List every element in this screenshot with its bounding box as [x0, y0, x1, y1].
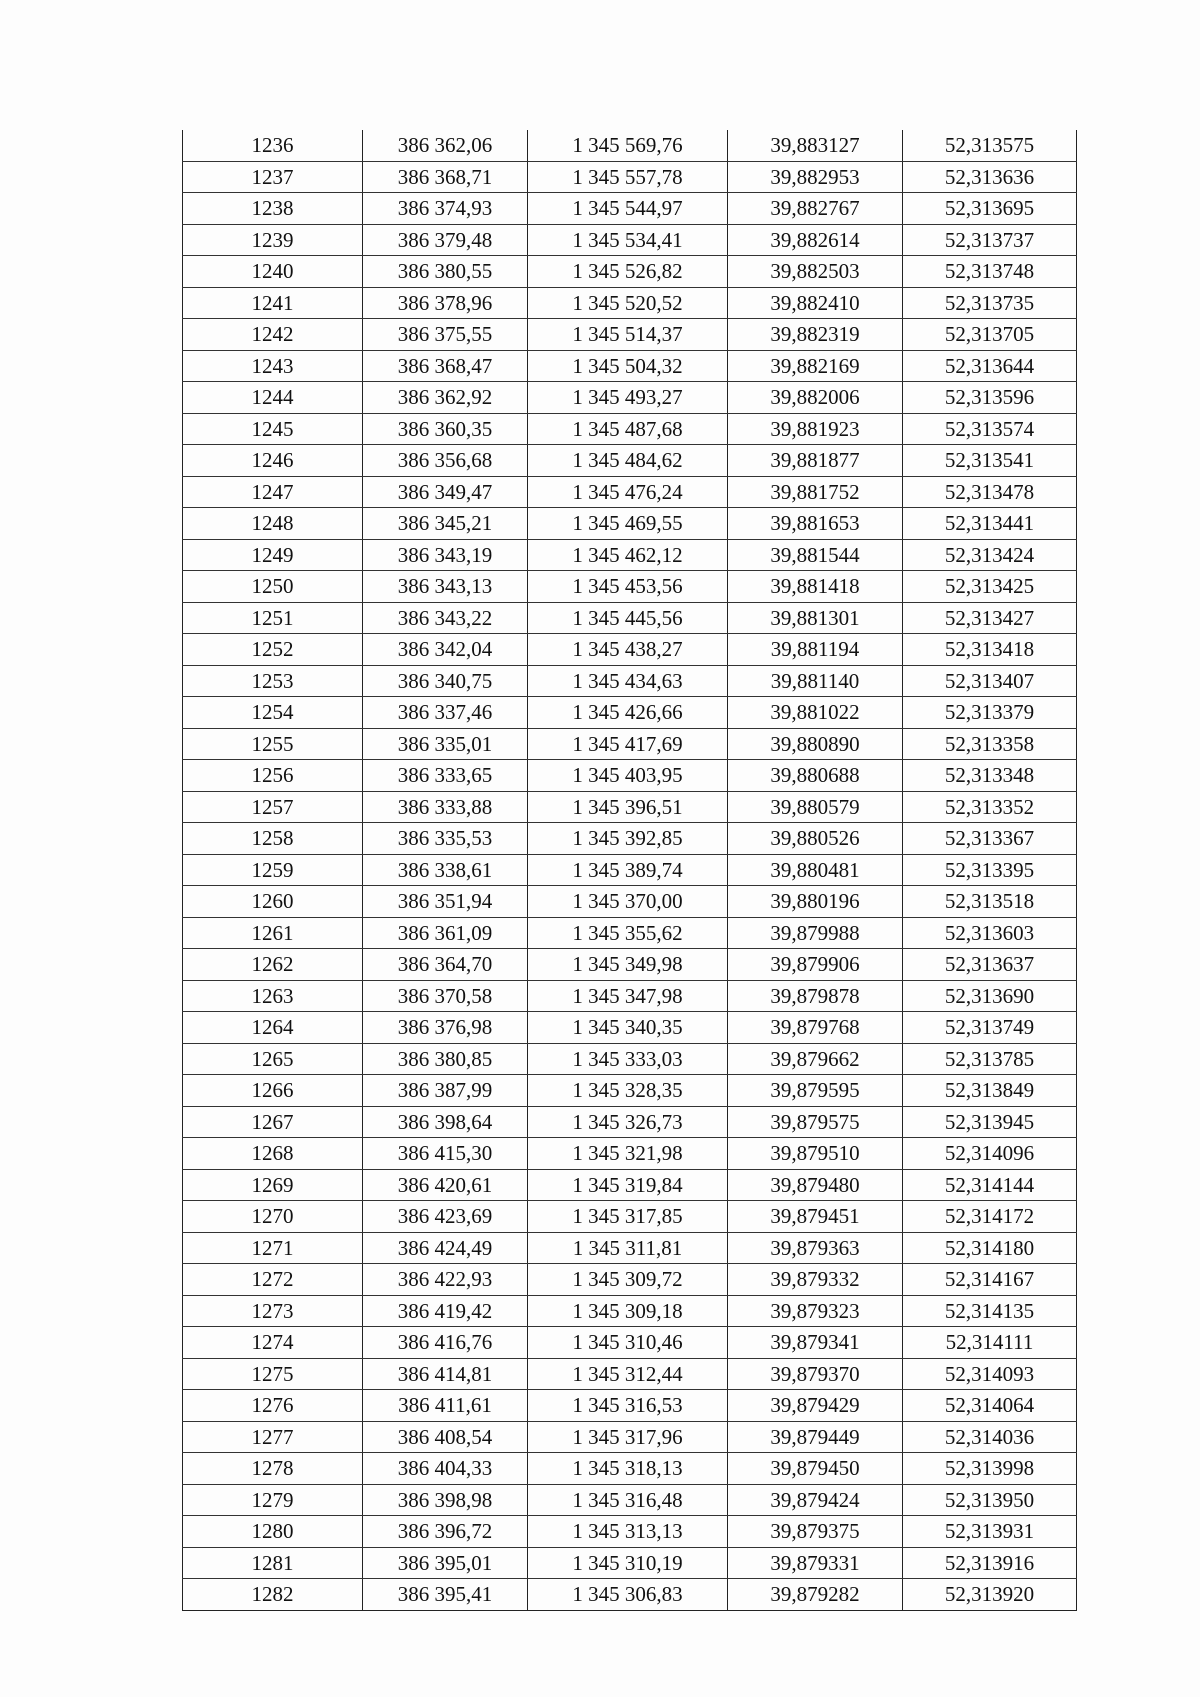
point-number-cell: 1263 [183, 980, 363, 1012]
latitude-cell: 52,313541 [903, 445, 1077, 477]
y-coordinate-cell: 1 345 328,35 [528, 1075, 728, 1107]
longitude-cell: 39,882410 [728, 287, 903, 319]
x-coordinate-cell: 386 343,22 [363, 602, 528, 634]
latitude-cell: 52,313749 [903, 1012, 1077, 1044]
y-coordinate-cell: 1 345 313,13 [528, 1516, 728, 1548]
latitude-cell: 52,313407 [903, 665, 1077, 697]
coordinates-table [182, 130, 1077, 1611]
x-coordinate-cell: 386 396,72 [363, 1516, 528, 1548]
table-row [183, 697, 1077, 729]
latitude-cell: 52,313348 [903, 760, 1077, 792]
latitude-cell: 52,313931 [903, 1516, 1077, 1548]
x-coordinate-cell: 386 342,04 [363, 634, 528, 666]
table-row [183, 287, 1077, 319]
longitude-cell: 39,879575 [728, 1106, 903, 1138]
latitude-cell: 52,313603 [903, 917, 1077, 949]
y-coordinate-cell: 1 345 316,53 [528, 1390, 728, 1422]
latitude-cell: 52,313735 [903, 287, 1077, 319]
table-row [183, 917, 1077, 949]
longitude-cell: 39,879595 [728, 1075, 903, 1107]
latitude-cell: 52,313748 [903, 256, 1077, 288]
longitude-cell: 39,879662 [728, 1043, 903, 1075]
latitude-cell: 52,313575 [903, 130, 1077, 161]
y-coordinate-cell: 1 345 306,83 [528, 1579, 728, 1611]
x-coordinate-cell: 386 408,54 [363, 1421, 528, 1453]
y-coordinate-cell: 1 345 426,66 [528, 697, 728, 729]
latitude-cell: 52,313596 [903, 382, 1077, 414]
y-coordinate-cell: 1 345 310,46 [528, 1327, 728, 1359]
x-coordinate-cell: 386 343,13 [363, 571, 528, 603]
longitude-cell: 39,882953 [728, 161, 903, 193]
x-coordinate-cell: 386 423,69 [363, 1201, 528, 1233]
x-coordinate-cell: 386 415,30 [363, 1138, 528, 1170]
table-row [183, 413, 1077, 445]
point-number-cell: 1248 [183, 508, 363, 540]
longitude-cell: 39,879451 [728, 1201, 903, 1233]
table-row [183, 980, 1077, 1012]
point-number-cell: 1251 [183, 602, 363, 634]
table-row [183, 1264, 1077, 1296]
y-coordinate-cell: 1 345 340,35 [528, 1012, 728, 1044]
longitude-cell: 39,881544 [728, 539, 903, 571]
table-row [183, 445, 1077, 477]
latitude-cell: 52,313920 [903, 1579, 1077, 1611]
x-coordinate-cell: 386 379,48 [363, 224, 528, 256]
latitude-cell: 52,313367 [903, 823, 1077, 855]
point-number-cell: 1236 [183, 130, 363, 161]
latitude-cell: 52,314036 [903, 1421, 1077, 1453]
latitude-cell: 52,314167 [903, 1264, 1077, 1296]
longitude-cell: 39,879282 [728, 1579, 903, 1611]
y-coordinate-cell: 1 345 462,12 [528, 539, 728, 571]
latitude-cell: 52,314180 [903, 1232, 1077, 1264]
table-row [183, 508, 1077, 540]
point-number-cell: 1243 [183, 350, 363, 382]
longitude-cell: 39,879510 [728, 1138, 903, 1170]
table-row [183, 1043, 1077, 1075]
longitude-cell: 39,881194 [728, 634, 903, 666]
point-number-cell: 1271 [183, 1232, 363, 1264]
x-coordinate-cell: 386 335,01 [363, 728, 528, 760]
latitude-cell: 52,313352 [903, 791, 1077, 823]
table-row [183, 1390, 1077, 1422]
x-coordinate-cell: 386 356,68 [363, 445, 528, 477]
point-number-cell: 1247 [183, 476, 363, 508]
y-coordinate-cell: 1 345 445,56 [528, 602, 728, 634]
longitude-cell: 39,879878 [728, 980, 903, 1012]
point-number-cell: 1272 [183, 1264, 363, 1296]
latitude-cell: 52,313358 [903, 728, 1077, 760]
table-row [183, 665, 1077, 697]
x-coordinate-cell: 386 368,47 [363, 350, 528, 382]
y-coordinate-cell: 1 345 317,85 [528, 1201, 728, 1233]
longitude-cell: 39,879906 [728, 949, 903, 981]
x-coordinate-cell: 386 370,58 [363, 980, 528, 1012]
y-coordinate-cell: 1 345 534,41 [528, 224, 728, 256]
latitude-cell: 52,313574 [903, 413, 1077, 445]
longitude-cell: 39,879450 [728, 1453, 903, 1485]
latitude-cell: 52,313425 [903, 571, 1077, 603]
latitude-cell: 52,313441 [903, 508, 1077, 540]
point-number-cell: 1276 [183, 1390, 363, 1422]
x-coordinate-cell: 386 333,65 [363, 760, 528, 792]
table-row [183, 1169, 1077, 1201]
y-coordinate-cell: 1 345 312,44 [528, 1358, 728, 1390]
x-coordinate-cell: 386 416,76 [363, 1327, 528, 1359]
latitude-cell: 52,314144 [903, 1169, 1077, 1201]
x-coordinate-cell: 386 422,93 [363, 1264, 528, 1296]
y-coordinate-cell: 1 345 392,85 [528, 823, 728, 855]
point-number-cell: 1257 [183, 791, 363, 823]
table-row [183, 1201, 1077, 1233]
y-coordinate-cell: 1 345 569,76 [528, 130, 728, 161]
table-row [183, 949, 1077, 981]
latitude-cell: 52,313950 [903, 1484, 1077, 1516]
table-row [183, 1232, 1077, 1264]
table-row [183, 130, 1077, 161]
longitude-cell: 39,880526 [728, 823, 903, 855]
latitude-cell: 52,313695 [903, 193, 1077, 225]
longitude-cell: 39,879429 [728, 1390, 903, 1422]
latitude-cell: 52,313418 [903, 634, 1077, 666]
x-coordinate-cell: 386 340,75 [363, 665, 528, 697]
table-row [183, 1421, 1077, 1453]
x-coordinate-cell: 386 362,06 [363, 130, 528, 161]
table-row [183, 571, 1077, 603]
point-number-cell: 1266 [183, 1075, 363, 1107]
y-coordinate-cell: 1 345 476,24 [528, 476, 728, 508]
table-row [183, 256, 1077, 288]
y-coordinate-cell: 1 345 487,68 [528, 413, 728, 445]
x-coordinate-cell: 386 337,46 [363, 697, 528, 729]
point-number-cell: 1269 [183, 1169, 363, 1201]
y-coordinate-cell: 1 345 389,74 [528, 854, 728, 886]
y-coordinate-cell: 1 345 514,37 [528, 319, 728, 351]
longitude-cell: 39,882614 [728, 224, 903, 256]
x-coordinate-cell: 386 395,41 [363, 1579, 528, 1611]
x-coordinate-cell: 386 387,99 [363, 1075, 528, 1107]
y-coordinate-cell: 1 345 311,81 [528, 1232, 728, 1264]
longitude-cell: 39,879988 [728, 917, 903, 949]
y-coordinate-cell: 1 345 333,03 [528, 1043, 728, 1075]
longitude-cell: 39,879768 [728, 1012, 903, 1044]
longitude-cell: 39,879375 [728, 1516, 903, 1548]
point-number-cell: 1270 [183, 1201, 363, 1233]
point-number-cell: 1274 [183, 1327, 363, 1359]
x-coordinate-cell: 386 380,55 [363, 256, 528, 288]
longitude-cell: 39,880579 [728, 791, 903, 823]
table-row [183, 1358, 1077, 1390]
point-number-cell: 1253 [183, 665, 363, 697]
point-number-cell: 1245 [183, 413, 363, 445]
table-row [183, 1012, 1077, 1044]
table-row [183, 224, 1077, 256]
y-coordinate-cell: 1 345 319,84 [528, 1169, 728, 1201]
latitude-cell: 52,314172 [903, 1201, 1077, 1233]
point-number-cell: 1242 [183, 319, 363, 351]
latitude-cell: 52,313945 [903, 1106, 1077, 1138]
point-number-cell: 1238 [183, 193, 363, 225]
longitude-cell: 39,881752 [728, 476, 903, 508]
longitude-cell: 39,881140 [728, 665, 903, 697]
y-coordinate-cell: 1 345 316,48 [528, 1484, 728, 1516]
point-number-cell: 1264 [183, 1012, 363, 1044]
point-number-cell: 1244 [183, 382, 363, 414]
longitude-cell: 39,880196 [728, 886, 903, 918]
point-number-cell: 1277 [183, 1421, 363, 1453]
point-number-cell: 1279 [183, 1484, 363, 1516]
point-number-cell: 1237 [183, 161, 363, 193]
x-coordinate-cell: 386 349,47 [363, 476, 528, 508]
longitude-cell: 39,881301 [728, 602, 903, 634]
point-number-cell: 1275 [183, 1358, 363, 1390]
point-number-cell: 1250 [183, 571, 363, 603]
point-number-cell: 1256 [183, 760, 363, 792]
x-coordinate-cell: 386 360,35 [363, 413, 528, 445]
table-row [183, 319, 1077, 351]
x-coordinate-cell: 386 414,81 [363, 1358, 528, 1390]
longitude-cell: 39,879323 [728, 1295, 903, 1327]
y-coordinate-cell: 1 345 326,73 [528, 1106, 728, 1138]
point-number-cell: 1281 [183, 1547, 363, 1579]
y-coordinate-cell: 1 345 347,98 [528, 980, 728, 1012]
y-coordinate-cell: 1 345 370,00 [528, 886, 728, 918]
table-row [183, 350, 1077, 382]
y-coordinate-cell: 1 345 493,27 [528, 382, 728, 414]
latitude-cell: 52,313636 [903, 161, 1077, 193]
latitude-cell: 52,313737 [903, 224, 1077, 256]
coordinates-table-body [183, 130, 1077, 1610]
table-row [183, 886, 1077, 918]
longitude-cell: 39,879370 [728, 1358, 903, 1390]
y-coordinate-cell: 1 345 309,72 [528, 1264, 728, 1296]
longitude-cell: 39,880890 [728, 728, 903, 760]
y-coordinate-cell: 1 345 310,19 [528, 1547, 728, 1579]
table-row [183, 728, 1077, 760]
longitude-cell: 39,880481 [728, 854, 903, 886]
x-coordinate-cell: 386 343,19 [363, 539, 528, 571]
y-coordinate-cell: 1 345 434,63 [528, 665, 728, 697]
y-coordinate-cell: 1 345 309,18 [528, 1295, 728, 1327]
latitude-cell: 52,313379 [903, 697, 1077, 729]
table-row [183, 1547, 1077, 1579]
y-coordinate-cell: 1 345 355,62 [528, 917, 728, 949]
y-coordinate-cell: 1 345 520,52 [528, 287, 728, 319]
x-coordinate-cell: 386 398,98 [363, 1484, 528, 1516]
latitude-cell: 52,314093 [903, 1358, 1077, 1390]
table-row [183, 1484, 1077, 1516]
point-number-cell: 1239 [183, 224, 363, 256]
table-row [183, 760, 1077, 792]
point-number-cell: 1252 [183, 634, 363, 666]
point-number-cell: 1261 [183, 917, 363, 949]
table-row [183, 791, 1077, 823]
point-number-cell: 1240 [183, 256, 363, 288]
y-coordinate-cell: 1 345 417,69 [528, 728, 728, 760]
table-row [183, 1295, 1077, 1327]
table-row [183, 1516, 1077, 1548]
point-number-cell: 1260 [183, 886, 363, 918]
y-coordinate-cell: 1 345 438,27 [528, 634, 728, 666]
point-number-cell: 1278 [183, 1453, 363, 1485]
table-row [183, 476, 1077, 508]
longitude-cell: 39,881418 [728, 571, 903, 603]
table-row [183, 1327, 1077, 1359]
x-coordinate-cell: 386 333,88 [363, 791, 528, 823]
longitude-cell: 39,879449 [728, 1421, 903, 1453]
point-number-cell: 1255 [183, 728, 363, 760]
x-coordinate-cell: 386 411,61 [363, 1390, 528, 1422]
longitude-cell: 39,879331 [728, 1547, 903, 1579]
point-number-cell: 1282 [183, 1579, 363, 1611]
longitude-cell: 39,879341 [728, 1327, 903, 1359]
x-coordinate-cell: 386 335,53 [363, 823, 528, 855]
latitude-cell: 52,313518 [903, 886, 1077, 918]
x-coordinate-cell: 386 419,42 [363, 1295, 528, 1327]
x-coordinate-cell: 386 380,85 [363, 1043, 528, 1075]
latitude-cell: 52,313637 [903, 949, 1077, 981]
longitude-cell: 39,882169 [728, 350, 903, 382]
y-coordinate-cell: 1 345 484,62 [528, 445, 728, 477]
longitude-cell: 39,880688 [728, 760, 903, 792]
longitude-cell: 39,882319 [728, 319, 903, 351]
latitude-cell: 52,313644 [903, 350, 1077, 382]
longitude-cell: 39,883127 [728, 130, 903, 161]
y-coordinate-cell: 1 345 349,98 [528, 949, 728, 981]
latitude-cell: 52,313427 [903, 602, 1077, 634]
y-coordinate-cell: 1 345 403,95 [528, 760, 728, 792]
point-number-cell: 1280 [183, 1516, 363, 1548]
longitude-cell: 39,879424 [728, 1484, 903, 1516]
latitude-cell: 52,313998 [903, 1453, 1077, 1485]
point-number-cell: 1265 [183, 1043, 363, 1075]
point-number-cell: 1254 [183, 697, 363, 729]
latitude-cell: 52,313916 [903, 1547, 1077, 1579]
latitude-cell: 52,313478 [903, 476, 1077, 508]
y-coordinate-cell: 1 345 396,51 [528, 791, 728, 823]
longitude-cell: 39,882767 [728, 193, 903, 225]
table-row [183, 539, 1077, 571]
longitude-cell: 39,881877 [728, 445, 903, 477]
latitude-cell: 52,313785 [903, 1043, 1077, 1075]
x-coordinate-cell: 386 424,49 [363, 1232, 528, 1264]
x-coordinate-cell: 386 404,33 [363, 1453, 528, 1485]
point-number-cell: 1241 [183, 287, 363, 319]
y-coordinate-cell: 1 345 318,13 [528, 1453, 728, 1485]
y-coordinate-cell: 1 345 469,55 [528, 508, 728, 540]
x-coordinate-cell: 386 362,92 [363, 382, 528, 414]
table-row [183, 1579, 1077, 1611]
table-row [183, 1106, 1077, 1138]
x-coordinate-cell: 386 398,64 [363, 1106, 528, 1138]
x-coordinate-cell: 386 361,09 [363, 917, 528, 949]
point-number-cell: 1267 [183, 1106, 363, 1138]
latitude-cell: 52,314096 [903, 1138, 1077, 1170]
table-row [183, 161, 1077, 193]
x-coordinate-cell: 386 395,01 [363, 1547, 528, 1579]
table-row [183, 382, 1077, 414]
table-row [183, 634, 1077, 666]
table-row [183, 193, 1077, 225]
x-coordinate-cell: 386 375,55 [363, 319, 528, 351]
latitude-cell: 52,313849 [903, 1075, 1077, 1107]
table-row [183, 1138, 1077, 1170]
y-coordinate-cell: 1 345 544,97 [528, 193, 728, 225]
longitude-cell: 39,881653 [728, 508, 903, 540]
point-number-cell: 1259 [183, 854, 363, 886]
table-row [183, 1453, 1077, 1485]
point-number-cell: 1262 [183, 949, 363, 981]
y-coordinate-cell: 1 345 504,32 [528, 350, 728, 382]
longitude-cell: 39,879332 [728, 1264, 903, 1296]
x-coordinate-cell: 386 364,70 [363, 949, 528, 981]
point-number-cell: 1246 [183, 445, 363, 477]
x-coordinate-cell: 386 368,71 [363, 161, 528, 193]
x-coordinate-cell: 386 376,98 [363, 1012, 528, 1044]
longitude-cell: 39,882006 [728, 382, 903, 414]
x-coordinate-cell: 386 345,21 [363, 508, 528, 540]
table-row [183, 1075, 1077, 1107]
longitude-cell: 39,882503 [728, 256, 903, 288]
latitude-cell: 52,313424 [903, 539, 1077, 571]
x-coordinate-cell: 386 378,96 [363, 287, 528, 319]
point-number-cell: 1249 [183, 539, 363, 571]
table-row [183, 602, 1077, 634]
latitude-cell: 52,313690 [903, 980, 1077, 1012]
latitude-cell: 52,314135 [903, 1295, 1077, 1327]
x-coordinate-cell: 386 338,61 [363, 854, 528, 886]
latitude-cell: 52,314064 [903, 1390, 1077, 1422]
latitude-cell: 52,314111 [903, 1327, 1077, 1359]
point-number-cell: 1273 [183, 1295, 363, 1327]
longitude-cell: 39,879363 [728, 1232, 903, 1264]
x-coordinate-cell: 386 351,94 [363, 886, 528, 918]
y-coordinate-cell: 1 345 557,78 [528, 161, 728, 193]
point-number-cell: 1268 [183, 1138, 363, 1170]
point-number-cell: 1258 [183, 823, 363, 855]
longitude-cell: 39,879480 [728, 1169, 903, 1201]
y-coordinate-cell: 1 345 526,82 [528, 256, 728, 288]
x-coordinate-cell: 386 374,93 [363, 193, 528, 225]
longitude-cell: 39,881923 [728, 413, 903, 445]
y-coordinate-cell: 1 345 317,96 [528, 1421, 728, 1453]
y-coordinate-cell: 1 345 321,98 [528, 1138, 728, 1170]
y-coordinate-cell: 1 345 453,56 [528, 571, 728, 603]
longitude-cell: 39,881022 [728, 697, 903, 729]
latitude-cell: 52,313395 [903, 854, 1077, 886]
table-row [183, 823, 1077, 855]
latitude-cell: 52,313705 [903, 319, 1077, 351]
table-row [183, 854, 1077, 886]
x-coordinate-cell: 386 420,61 [363, 1169, 528, 1201]
